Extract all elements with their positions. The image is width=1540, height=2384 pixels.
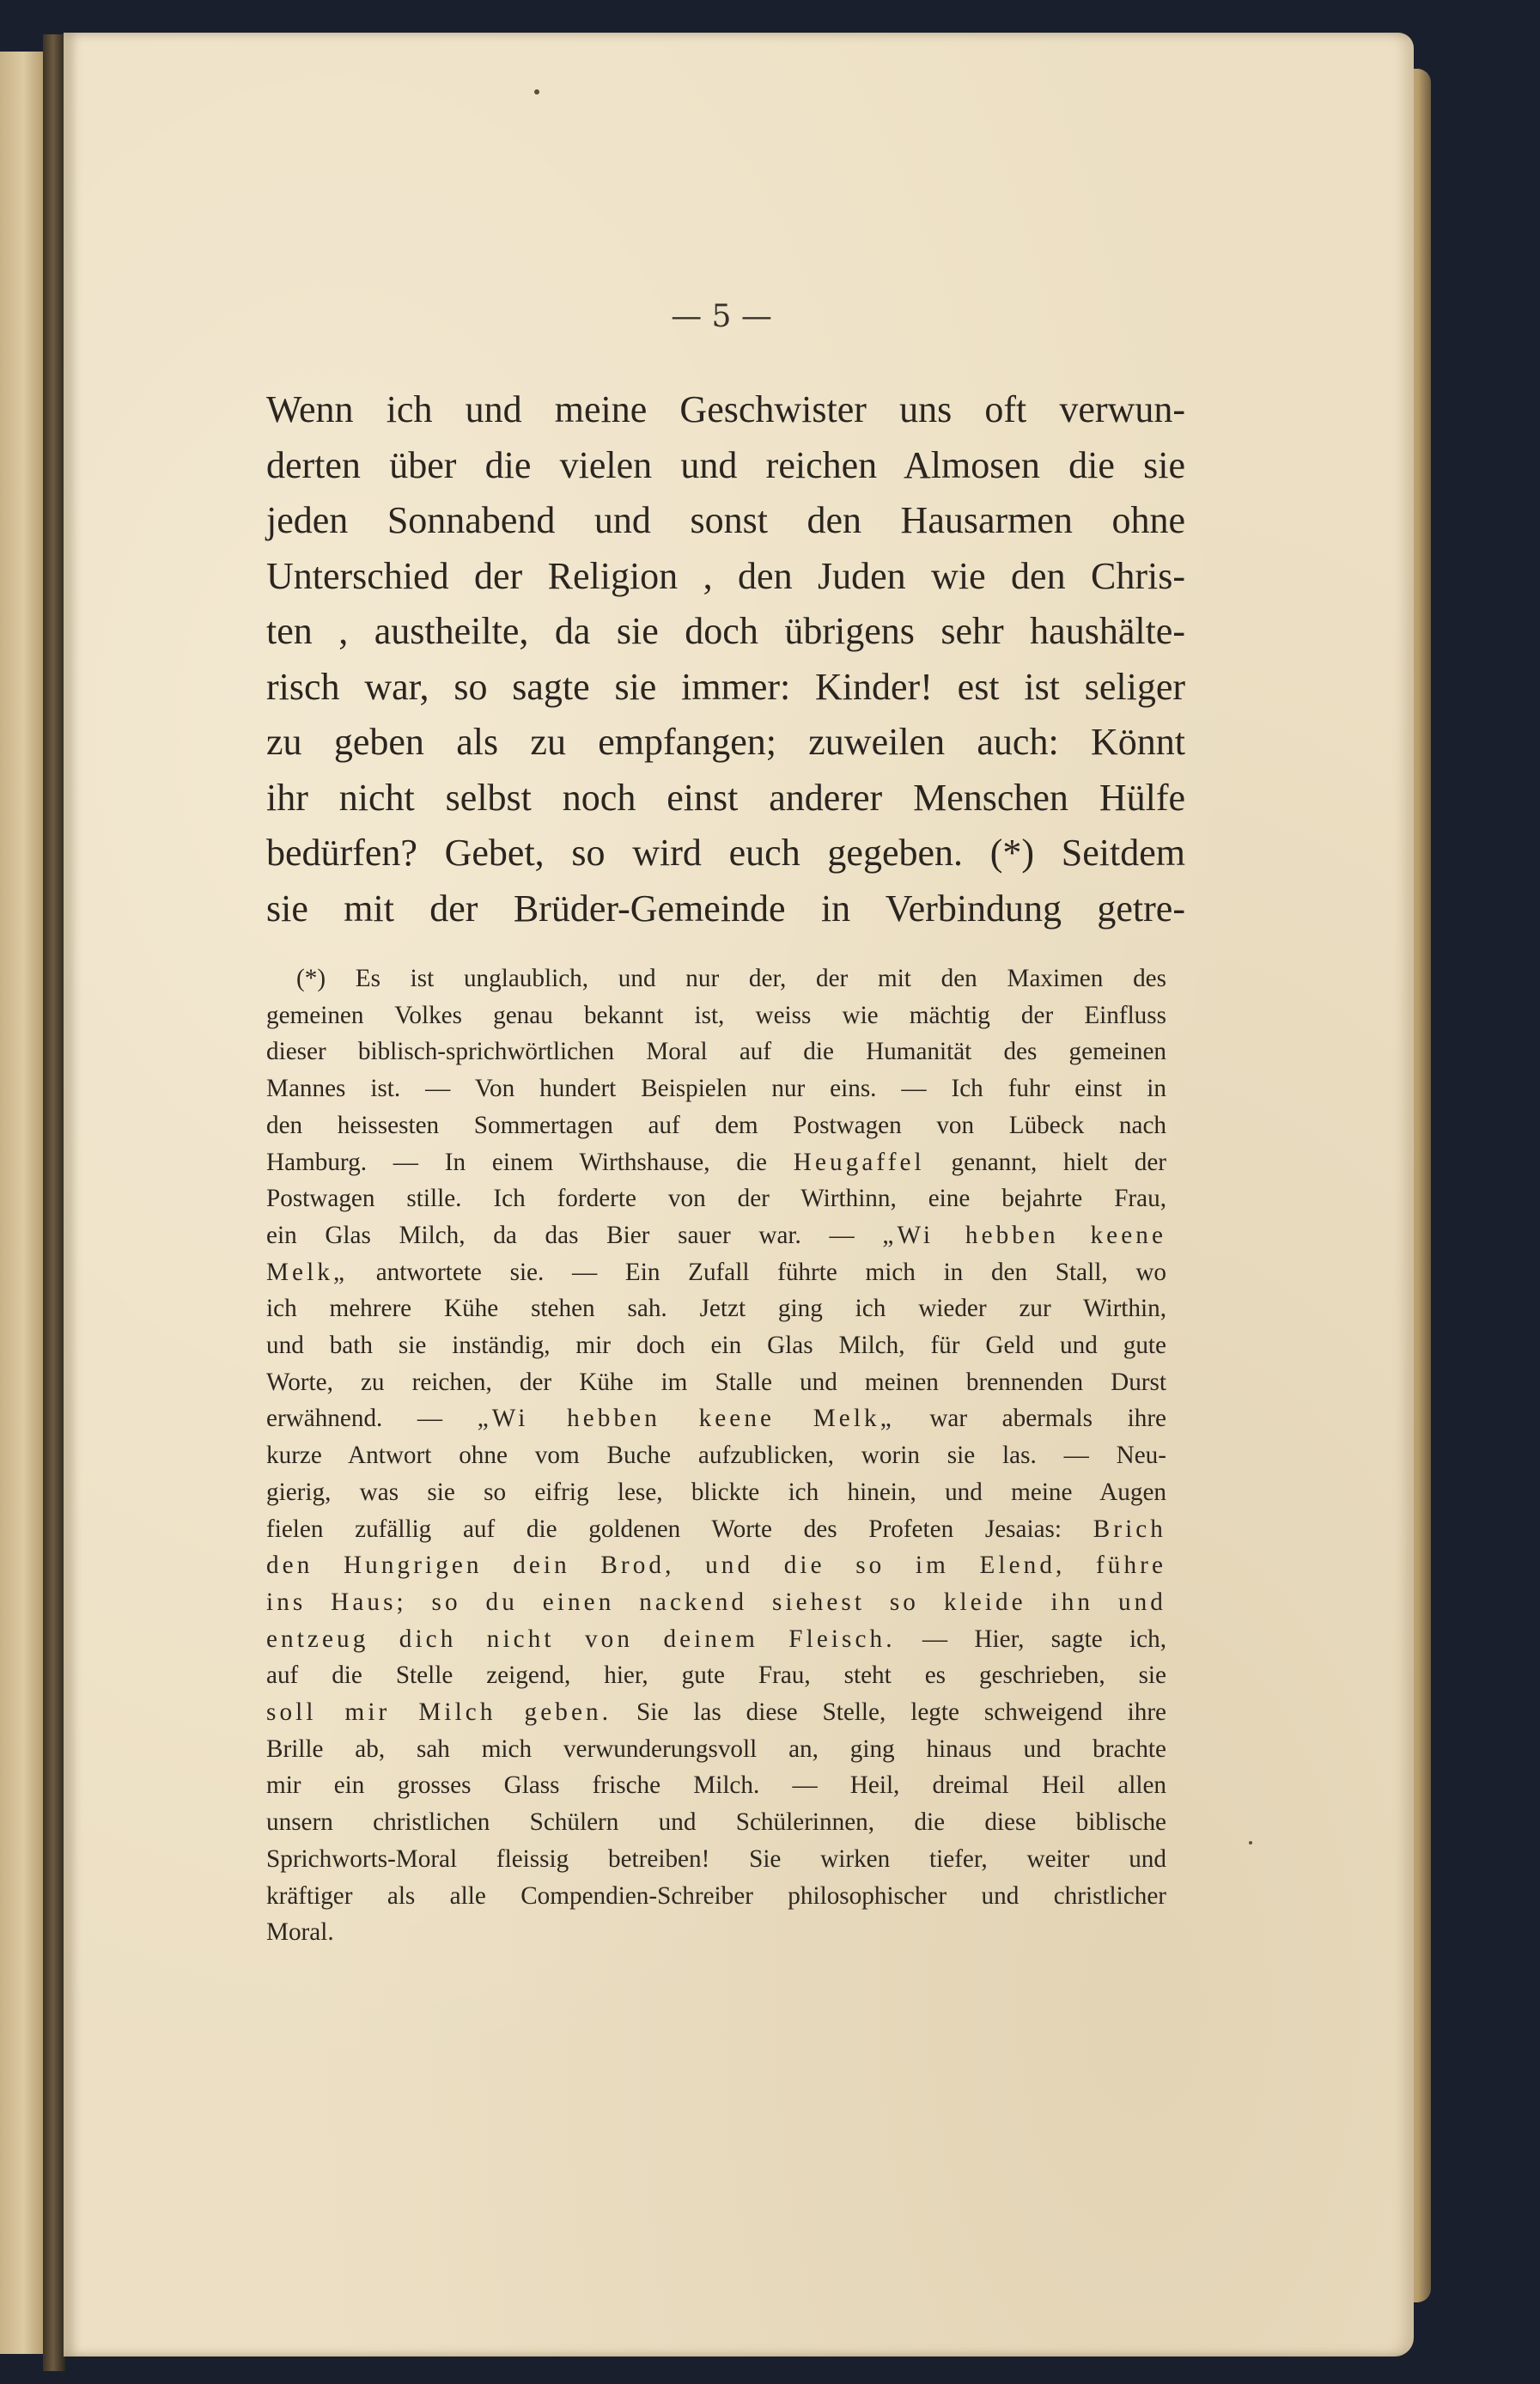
footnote-line: kurze Antwort ohne vom Buche aufzublicken, worin sie las. — Neu-	[266, 1442, 1166, 1470]
footnote-text: fielen zufällig auf die goldenen Worte des Profeten Jesaias:	[266, 1515, 1093, 1543]
footnote-line: Worte, zu reichen, der Kühe im Stalle und meinen brennenden Durst	[266, 1368, 1166, 1396]
text-line: bedürfen? Gebet, so wird euch gegeben. (*) Seitdem	[266, 832, 1185, 874]
footnote-line	[266, 1217, 1166, 1254]
footnote-line: den heissesten Sommertagen auf dem Postwagen von Lübeck nach	[266, 1111, 1166, 1139]
book-gutter	[43, 34, 65, 2371]
footnote	[266, 960, 1166, 1951]
page-number: — 5 —	[671, 299, 772, 334]
text-line: ten , austheilte, da sie doch übrigens sehr haushälte-	[266, 610, 1185, 652]
footnote-line: gierig, was sie so eifrig lese, blickte ich hinein, und meine Augen	[266, 1478, 1166, 1506]
footnote-text: war abermals ihre	[894, 1405, 1166, 1433]
text-line: derten über die vielen und reichen Almosen die sie	[266, 443, 1185, 486]
spaced-text: „Wi hebben keene Melk„	[477, 1405, 895, 1433]
footnote-line: ich mehrere Kühe stehen sah. Jetzt ging ich wieder zur Wirthin,	[266, 1295, 1166, 1323]
text-line: ihr nicht selbst noch einst anderer Menschen Hülfe	[266, 776, 1185, 819]
footnote-line: Moral.	[266, 1918, 334, 1947]
paper-fleck	[534, 89, 539, 95]
main-text	[266, 382, 1185, 936]
footnote-line	[266, 1511, 1166, 1548]
spaced-text: „Wi hebben keene	[882, 1221, 1166, 1249]
left-page-edge	[0, 52, 43, 2354]
paper-fleck	[1249, 1841, 1252, 1844]
footnote-text: erwähnend. —	[266, 1405, 478, 1433]
footnote-line	[266, 1400, 1166, 1437]
footnote-line: unsern christlichen Schülern und Schülerinnen, die diese biblische	[266, 1808, 1166, 1837]
footnote-line: (*) Es ist unglaublich, und nur der, der mit den Maximen des	[296, 965, 1166, 992]
footnote-text: Hamburg. — In einem Wirthshause, die	[266, 1148, 794, 1176]
spaced-text: Melk„	[266, 1258, 349, 1286]
footnote-text: Sie las diese Stelle, legte schweigend ihre	[612, 1698, 1166, 1727]
footnote-line	[266, 1254, 1166, 1291]
footnote-line: kräftiger als alle Compendien-Schreiber philosophischer und christlicher	[266, 1881, 1166, 1910]
text-line: jeden Sonnabend und sonst den Hausarmen ohne	[266, 499, 1185, 541]
footnote-text: antwortete sie. — Ein Zufall führte mich in den Stall, wo	[348, 1258, 1166, 1286]
footnote-line: dieser biblisch-sprichwörtlichen Moral auf die Humanität des gemeinen	[266, 1038, 1166, 1066]
spaced-text: Brich	[1093, 1515, 1166, 1543]
spaced-text: soll mir Milch geben.	[266, 1698, 612, 1727]
footnote-line: Sprichworts-Moral fleissig betreiben! Sie wirken tiefer, weiter und	[266, 1844, 1166, 1873]
text-line: Wenn ich und meine Geschwister uns oft verwun-	[266, 388, 1185, 430]
footnote-line: gemeinen Volkes genau bekannt ist, weiss wie mächtig der Einfluss	[266, 1001, 1166, 1029]
footnote-line: Postwagen stille. Ich forderte von der Wirthinn, eine bejahrte Frau,	[266, 1185, 1166, 1213]
footnote-line: den Hungrigen dein Brod, und die so im Elend, führe	[266, 1552, 1166, 1580]
text-line: zu geben als zu empfangen; zuweilen auch: Könnt	[266, 721, 1185, 763]
footnote-text: ein Glas Milch, da das Bier sauer war. —	[266, 1221, 883, 1249]
footnote-line	[266, 1694, 1166, 1731]
spaced-text: Heugaffel	[793, 1148, 925, 1176]
footnote-line: ins Haus; so du einen nackend siehest so kleide ihn und	[266, 1588, 1166, 1616]
text-line: sie mit der Brüder-Gemeinde in Verbindung getre-	[266, 887, 1185, 930]
footnote-line	[266, 1621, 1166, 1658]
footnote-line: mir ein grosses Glass frische Milch. — Heil, dreimal Heil allen	[266, 1771, 1166, 1800]
footnote-line	[266, 1144, 1166, 1181]
text-line: risch war, so sagte sie immer: Kinder! est ist seliger	[266, 665, 1185, 708]
footnote-text: — Hier, sagte ich,	[895, 1625, 1166, 1653]
footnote-text: genannt, hielt der	[924, 1148, 1166, 1176]
spaced-text: entzeug dich nicht von deinem Fleisch.	[266, 1625, 896, 1653]
text-line: Unterschied der Religion , den Juden wie den Chris-	[266, 554, 1185, 597]
footnote-line: Brille ab, sah mich verwunderungsvoll an, ging hinaus und brachte	[266, 1735, 1166, 1763]
footnote-line: auf die Stelle zeigend, hier, gute Frau, steht es geschrieben, sie	[266, 1661, 1166, 1690]
footnote-line: Mannes ist. — Von hundert Beispielen nur eins. — Ich fuhr einst in	[266, 1075, 1166, 1103]
footnote-line: und bath sie inständig, mir doch ein Glas Milch, für Geld und gute	[266, 1332, 1166, 1360]
